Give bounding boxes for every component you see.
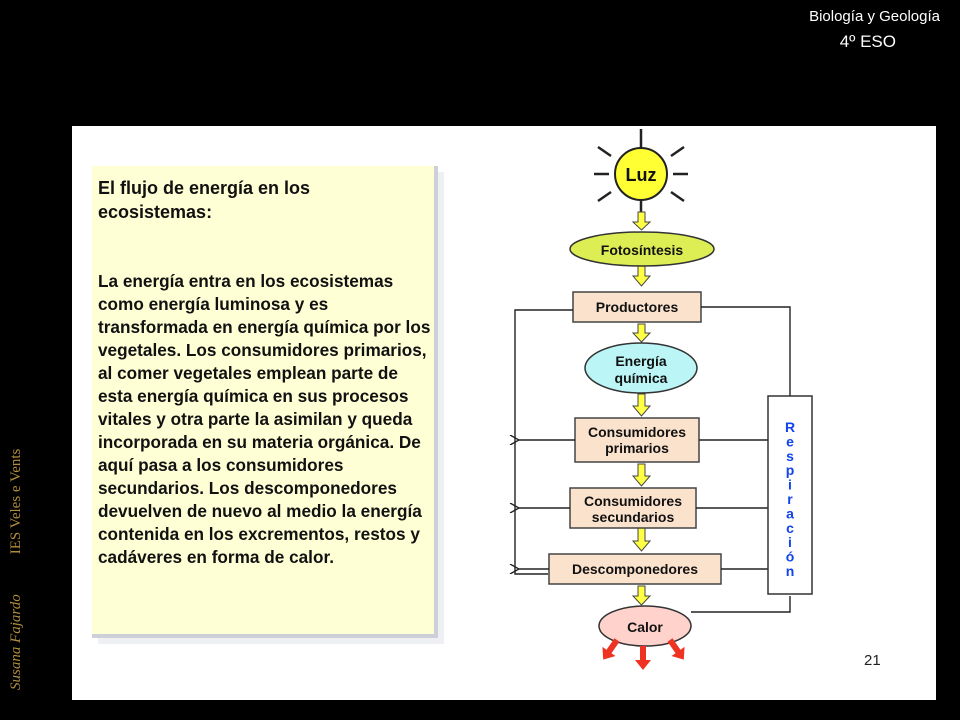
down-arrow <box>633 266 650 286</box>
respiration-letter: ó <box>785 548 795 565</box>
header-subject: Biología y Geología <box>809 8 940 25</box>
producers-label: Productores <box>595 299 679 315</box>
school-name: IES Veles e Vents <box>8 448 24 555</box>
respiration-letter: c <box>786 519 794 536</box>
slide <box>72 126 936 700</box>
decomposers-label: Descomponedores <box>571 561 699 577</box>
flow-arrows <box>633 212 650 605</box>
down-arrow <box>633 212 650 230</box>
down-arrow <box>633 586 650 605</box>
down-arrow <box>633 394 650 416</box>
primary-consumers-label-1: Consumidores <box>587 424 687 440</box>
heat-arrow <box>635 646 651 670</box>
down-arrow <box>633 324 650 342</box>
text-box-body: La energía entra en los ecosistemas como energía luminosa y es transformada en energía química por los vegetales. Los consumidores primarios, al comer vegetales emplean parte de esta energía química en sus procesos vitales y otra parte la asimilan y queda incorporada en su materia orgánica. De aquí pasa a los consumidores secundarios. Los descomponedores devuelven de nuevo al medio la energía contenida en los excrementos, restos y cadáveres en forma de calor. <box>98 271 431 567</box>
respiration-letter: a <box>786 505 794 522</box>
respiration-letter: R <box>784 419 796 435</box>
respiration-letter: s <box>786 447 794 464</box>
down-arrow <box>633 528 650 551</box>
side-credit <box>8 370 25 690</box>
secondary-consumers-label-2: secundarios <box>591 509 675 525</box>
energy-flow-diagram <box>72 126 936 700</box>
heat-label: Calor <box>627 619 663 635</box>
page-number: 21 <box>864 652 881 669</box>
photosynthesis-label: Fotosíntesis <box>600 242 684 258</box>
header-level: 4º ESO <box>839 32 896 51</box>
sun-label: Luz <box>625 165 657 185</box>
secondary-consumers-label-1: Consumidores <box>583 493 683 509</box>
respiration-letter: i <box>788 476 792 493</box>
chemical-energy-label-2: química <box>614 370 668 386</box>
author-name: Susana Fajardo <box>8 594 24 690</box>
respiration-letter: i <box>788 534 792 551</box>
respiration-letter: n <box>785 563 795 579</box>
left-loop <box>515 310 575 574</box>
down-arrow <box>633 464 650 486</box>
respiration-letter: p <box>785 462 795 479</box>
chemical-energy-label-1: Energía <box>615 353 667 369</box>
respiration-letter: e <box>786 433 794 450</box>
primary-consumers-label-2: primarios <box>605 440 669 456</box>
respiration-letter: r <box>787 491 793 507</box>
text-box-title: El flujo de energía en los ecosistemas: <box>98 178 311 222</box>
